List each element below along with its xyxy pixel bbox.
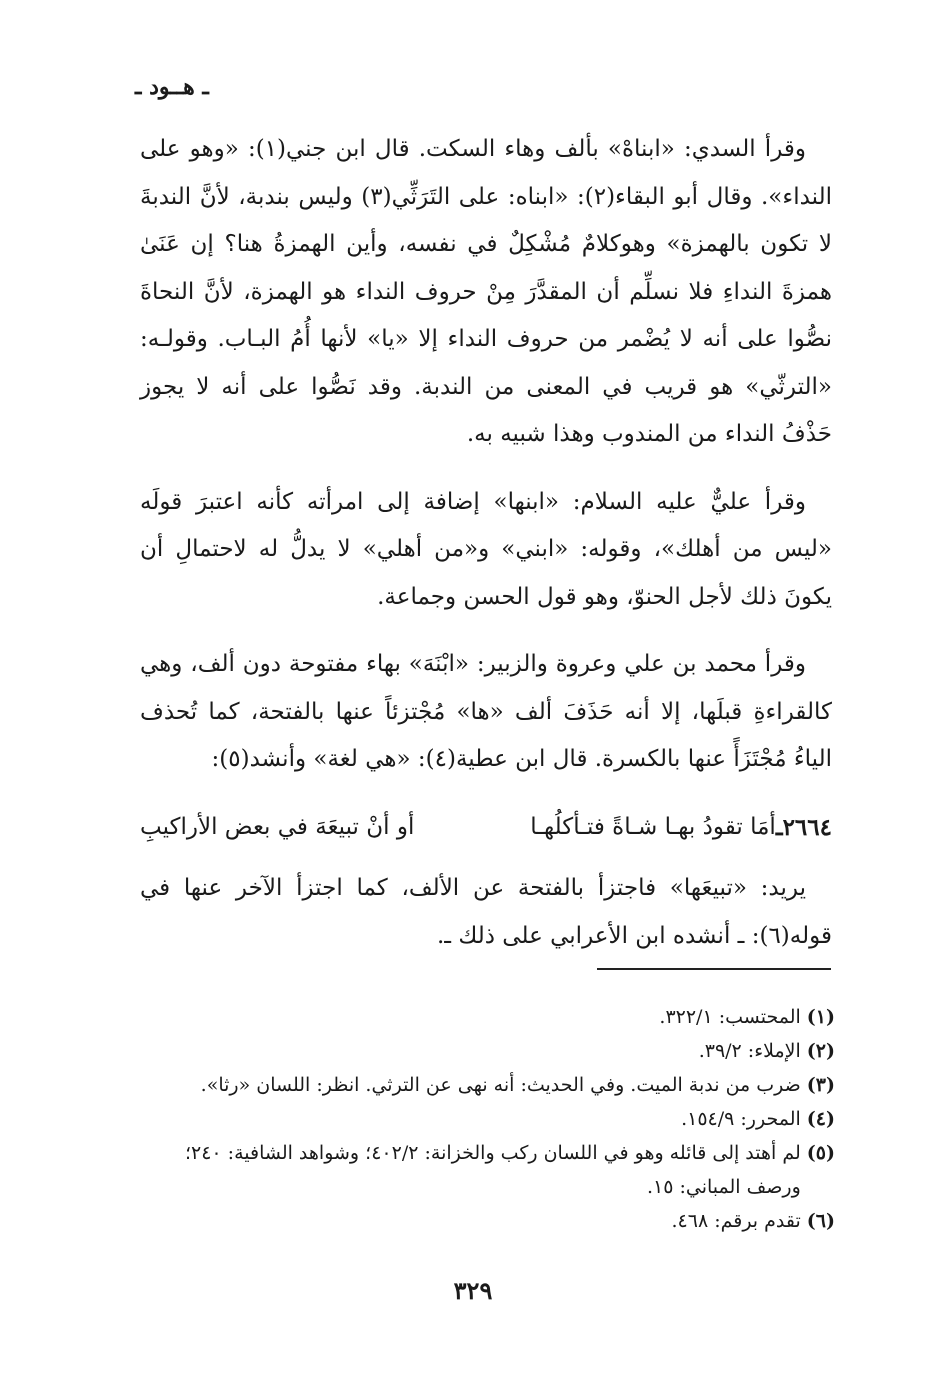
poetry-verse (140, 804, 832, 852)
footnote-text: لم أهتد إلى قائله وهو في اللسان ركب والخزانة: ٤٠٢/٢؛ وشواهد الشافية: ٢٤٠؛ ورصف المباني: ١٥. (184, 1142, 801, 1198)
paragraph-4: يريد: «تبيعَها» فاجتزأ بالفتحة عن الألف، كما اجتزأ الآخر عنها في قوله(٦): ـ أنشده ابن الأعرابي على ذلك ـ. (140, 875, 832, 949)
paragraph-2: وقرأ عليٌّ عليه السلام: «ابنها» إضافة إلى امرأته كأنه اعتبرَ قولَه «ليس من أهلك»، وقوله: «ابني» و«من أهلي» لا يدلُّ له لاحتمالِ أن يكونَ ذلك لأجل الحنوّ، وهو قول الحسن وجماعة. (140, 488, 832, 610)
footnote-text: تقدم برقم: ٤٦٨. (671, 1210, 801, 1232)
footnote-separator (597, 968, 831, 970)
footnote-2 (133, 1034, 835, 1068)
paragraph-3: وقرأ محمد بن علي وعروة والزبير: «ابْنَهَ» بهاء مفتوحة دون ألف، وهي كالقراءةِ قبلَها، إلا أنه حَذَفَ ألف «ها» مُجْتزئاً عنها بالفتحة، كما تُحذف الياءُ مُجْتَزَأً عنها بالكسرة. قال ابن عطية(٤): «هي لغة» وأنشد(٥): (140, 651, 832, 772)
footnote-marker: (٥) (806, 1142, 835, 1164)
footnote-marker: (١) (806, 1006, 835, 1028)
footnote-3 (133, 1068, 835, 1102)
footnote-6 (133, 1204, 835, 1238)
footnote-marker: (٢) (806, 1040, 835, 1062)
footnote-5 (133, 1136, 835, 1204)
paragraph-1: وقرأ السدي: «ابناهْ» بألف وهاء السكت. قال ابن جني(١): «وهو على النداء». وقال أبو البقاء(٢): «ابناه: على التَرَثِّي(٣) وليس بندبة، لأنَّ الندبةَ لا تكون بالهمزة» وهوكلامٌ مُشْكِلٌ في نفسه، وأين الهمزةُ هنا؟ إن عَنَىٰ همزةَ النداءِ فلا نسلِّم أن المقدَّرَ مِنْ حروف النداء هو الهمزة، لأنَّ النحاةَ نصُّوا على أنه لا يُضْمر من حروف النداء إلا «يا» لأنها أُمُ البـاب. وقولـه: «الترثّي» هو قريب في المعنى من الندبة. وقد نَصُّوا على أنه لا يجوز حَذْفُ النداء من المندوب وهذا شبيه به. (140, 136, 832, 447)
verse-number: ٢٦٦٤ـ (775, 813, 832, 841)
footnote-1 (133, 1000, 835, 1034)
footnote-4 (133, 1102, 835, 1136)
footnote-text: المحتسب: ٣٢٢/١. (659, 1006, 801, 1028)
footnote-marker: (٤) (806, 1108, 835, 1130)
verse-first-hemistich: أمَا تقودُ بهـا شـاةً فتـأكلُهـا (530, 813, 776, 840)
footnote-text: ضرب من ندبة الميت. وفي الحديث: أنه نهى عن الترثي. انظر: اللسان «رثا». (200, 1074, 801, 1096)
running-head: ـ هــود ـ (135, 74, 209, 100)
footnote-text: الإملاء: ٣٩/٢. (698, 1040, 801, 1062)
footnote-marker: (٣) (806, 1074, 835, 1096)
main-text (140, 126, 832, 980)
footnote-text: المحرر: ١٥٤/٩. (681, 1108, 801, 1130)
page-number: ٣٢٩ (453, 1276, 493, 1305)
footnotes (133, 1000, 835, 1238)
footnote-marker: (٦) (806, 1210, 835, 1232)
verse-second-hemistich: أو أنْ تبيعَهَ في بعض الأراكيبِ (139, 813, 415, 840)
